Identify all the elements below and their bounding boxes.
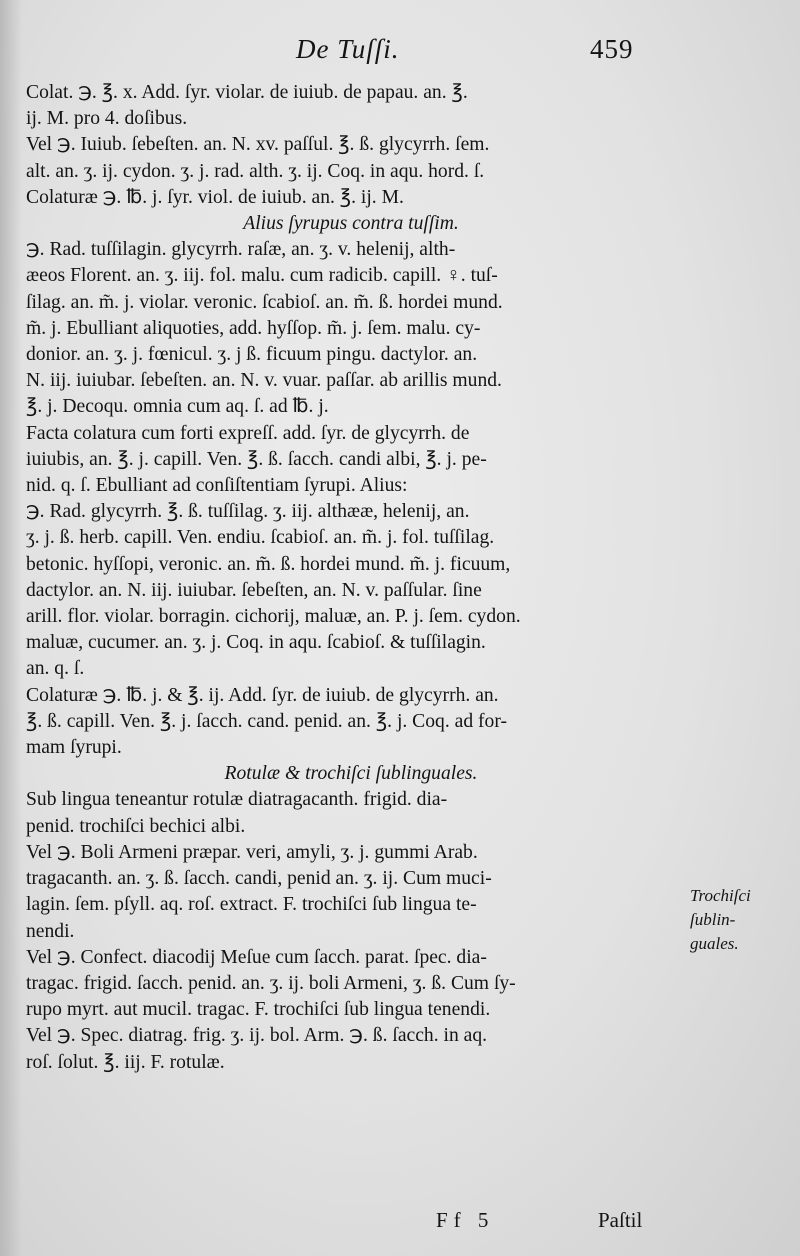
- text-line: ℥. ß. capill. Ven. ℥. j. ſacch. cand. penid. an. ℥. j. Coq. ad for-: [26, 710, 508, 732]
- text-line: ℈. Rad. glycyrrh. ℥. ß. tuſſilag. ʒ. iij. althææ, helenij, an.: [26, 501, 470, 523]
- margin-note: [690, 884, 790, 956]
- running-title: De Tuſſi.: [296, 34, 400, 64]
- text-line: m̃. j. Ebulliant aliquoties, add. hyſſop. m̃. j. ſem. malu. cy-: [26, 317, 481, 339]
- section-heading: Alius ſyrupus contra tuſſim.: [243, 213, 459, 235]
- text-line: ℥. j. Decoqu. omnia cum aq. ſ. ad ℔. j.: [26, 396, 329, 418]
- text-line: tragacanth. an. ʒ. ß. ſacch. candi, penid an. ʒ. ij. Cum muci-: [26, 868, 492, 890]
- text-line: tragac. frigid. ſacch. penid. an. ʒ. ij. boli Armeni, ʒ. ß. Cum ſy-: [26, 972, 516, 994]
- text-line: donior. an. ʒ. j. fœnicul. ʒ. j ß. ficuum pingu. dactylor. an.: [26, 344, 478, 366]
- running-header: [0, 34, 800, 74]
- text-line: betonic. hyſſopi, veronic. an. m̃. ß. hordei mund. m̃. j. ficuum,: [26, 553, 511, 575]
- text-line: mam ſyrupi.: [26, 737, 122, 759]
- text-line: dactylor. an. N. iij. iuiubar. ſebeſten, an. N. v. paſſular. ſine: [26, 579, 482, 601]
- text-line: ℈. Rad. tuſſilagin. glycyrrh. raſæ, an. ʒ. v. helenij, alth-: [26, 239, 456, 261]
- text-line: Colat. ℈. ℥. x. Add. ſyr. violar. de iuiub. de papau. an. ℥.: [26, 82, 468, 103]
- text-line: roſ. ſolut. ℥. iij. F. rotulæ.: [26, 1051, 225, 1073]
- text-line: N. iij. iuiubar. ſebeſten. an. N. v. vuar. paſſar. ab arillis mund.: [26, 370, 502, 392]
- text-line: an. q. ſ.: [26, 658, 85, 680]
- text-line: penid. trochiſci bechici albi.: [26, 815, 246, 837]
- text-line: Sub lingua teneantur rotulæ diatragacanth. frigid. dia-: [26, 789, 448, 811]
- text-line: Colaturæ ℈. ℔. j. ſyr. viol. de iuiub. an. ℥. ij. M.: [26, 186, 404, 208]
- section-heading: Rotulæ & trochiſci ſublinguales.: [224, 763, 478, 785]
- catchword: Paſtil: [598, 1208, 643, 1232]
- text-line: æeos Florent. an. ʒ. iij. fol. malu. cum radicib. capill. ♀. tuſ-: [26, 265, 498, 287]
- text-line: iuiubis, an. ℥. j. capill. Ven. ℥. ß. ſacch. candi albi, ℥. j. pe-: [26, 448, 487, 470]
- signature-mark: Ff 5: [436, 1208, 495, 1232]
- text-line: Facta colatura cum forti expreſſ. add. ſyr. de glycyrrh. de: [26, 422, 470, 444]
- text-line: ij. M. pro 4. doſibus.: [26, 108, 188, 130]
- margin-note-line: guales.: [690, 934, 739, 953]
- body-text: [26, 80, 676, 1076]
- text-line: Vel ℈. Iuiub. ſebeſten. an. N. xv. paſſul. ℥. ß. glycyrrh. ſem.: [26, 134, 490, 156]
- text-line: Vel ℈. Boli Armeni præpar. veri, amyli, ʒ. j. gummi Arab.: [26, 841, 478, 863]
- text-line: nendi.: [26, 920, 75, 942]
- text-line: Vel ℈. Spec. diatrag. frig. ʒ. ij. bol. Arm. ℈. ß. ſacch. in aq.: [26, 1025, 488, 1047]
- page-number: 459: [590, 34, 634, 64]
- page-footer: [0, 1208, 800, 1242]
- text-line: lagin. ſem. pſyll. aq. roſ. extract. F. trochiſci ſub lingua te-: [26, 894, 477, 916]
- margin-note-line: ſublin-: [690, 910, 736, 929]
- text-line: ʒ. j. ß. herb. capill. Ven. endiu. ſcabioſ. an. m̃. j. fol. tuſſilag.: [26, 527, 495, 549]
- margin-note-line: Trochiſci: [690, 886, 751, 905]
- text-line: rupo myrt. aut mucil. tragac. F. trochiſci ſub lingua tenendi.: [26, 999, 491, 1021]
- text-line: Colaturæ ℈. ℔. j. & ℥. ij. Add. ſyr. de iuiub. de glycyrrh. an.: [26, 684, 499, 706]
- text-line: Vel ℈. Confect. diacodij Meſue cum ſacch. parat. ſpec. dia-: [26, 946, 487, 968]
- text-line: maluæ, cucumer. an. ʒ. j. Coq. in aqu. ſcabioſ. & tuſſilagin.: [26, 632, 486, 654]
- text-line: ſilag. an. m̃. j. violar. veronic. ſcabioſ. an. m̃. ß. hordei mund.: [26, 291, 503, 313]
- page-gutter-shadow: [0, 0, 22, 1256]
- text-line: nid. q. ſ. Ebulliant ad conſiſtentiam ſyrupi. Alius:: [26, 475, 408, 497]
- text-line: alt. an. ʒ. ij. cydon. ʒ. j. rad. alth. ʒ. ij. Coq. in aqu. hord. ſ.: [26, 160, 485, 182]
- text-line: arill. flor. violar. borragin. cichorij, maluæ, an. P. j. ſem. cydon.: [26, 606, 521, 628]
